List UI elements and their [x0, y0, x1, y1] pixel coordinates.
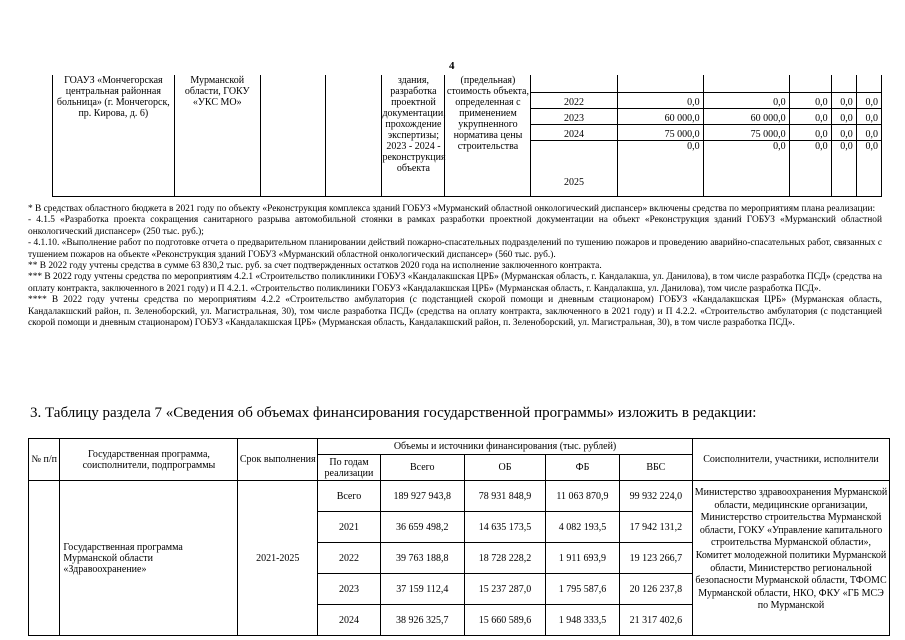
- header-vbs: ВБС: [619, 455, 692, 481]
- header-volumes: Объемы и источники финансирования (тыс. рублей): [318, 439, 693, 455]
- header-term: Срок выполнения: [238, 439, 318, 481]
- footnote: * В средствах областного бюджета в 2021 году по объекту «Реконструкция комплекса зданий ГОБУЗ «Мурманский областной онкологический диспансер» включены средства по мероприятиям плана реализации:: [28, 204, 876, 214]
- region-cell: Мурманской области, ГОКУ «УКС МО»: [174, 75, 260, 197]
- table-row: 2022 0,0 0,0 0,0 0,0 0,0: [53, 92, 882, 108]
- stage-cell: здания, разработка проектной документации, прохождение экспертизы; 2023 - 2024 - реконструкция объекта: [382, 75, 445, 197]
- table-row: 2024 75 000,0 75 000,0 0,0 0,0 0,0: [53, 125, 882, 141]
- footnote: - 4.1.10. «Выполнение работ по подготовке отчета о предварительном планировании действий пожарно-спасательных подразделений по тушению пожаров и проведению аварийно-спасательных работ, связанных с тушением пожаров на объекте «Реконструкция зданий ГОБУЗ «Мурманский областной онкологический диспансер» (560 тыс. руб.).: [28, 238, 882, 260]
- program-name: Государственная программа Мурманской области «Здравоохранение»: [60, 481, 238, 636]
- section-heading: 3. Таблицу раздела 7 «Сведения об объемах финансирования государственной программы» изложить в редакции:: [30, 405, 757, 421]
- org-cell: ГОАУЗ «Мончегорская центральная районная больница» (г. Мончегорск, пр. Кирова, д. 6): [53, 75, 175, 197]
- table-row: 2024 38 926 325,7 15 660 589,6 1 948 333,5 21 317 402,6: [29, 605, 890, 636]
- header-fb: ФБ: [546, 455, 619, 481]
- executors-cell: Министерство здравоохранения Мурманской области, медицинские организации, Министерство строительства Мурманской области, ГОКУ «Управление капитального строительства Мурманской области», Комитет молодежной политики Мурманской области, Министерство региональной безопасности Мурманской области, ТФОМС Мурманской области, НКО, ФКУ «ГБ МСЭ по Мурманской: [693, 481, 890, 636]
- footnote: *** В 2022 году учтены средства по мероприятиям 4.2.1 «Строительство поликлиники ГОБУЗ «Кандалакшская ЦРБ» (Мурманская область, г. Кандалакша, ул. Данилова), в том числе разработка ПСД» (средства на оплату контракта, заключенного в 2021 году) и П 4.2.1. «Строительство поликлиники ГОБУЗ «Кандалакшская ЦРБ» (Мурманская область, г. Кандалакша, ул. Данилова), том числе разработка ПСД».: [28, 272, 882, 294]
- table-row: 2025 0,0 0,0 0,0 0,0 0,0: [53, 141, 882, 197]
- header-total: Всего: [380, 455, 464, 481]
- table-row: 2023 37 159 112,4 15 237 287,0 1 795 587,6 20 126 237,8: [29, 574, 890, 605]
- header-program: Государственная программа, соисполнители, подпрограммы: [60, 439, 238, 481]
- program-financing-table: [28, 438, 890, 636]
- table-row: Государственная программа Мурманской области «Здравоохранение» 2021-2025 Всего 189 927 943,8 78 931 848,9 11 063 870,9 99 932 224,0 Министерство здравоохранения Мурманской области, медицинские организации, Министерство строительства Мурманской области, ГОКУ «Управление капитального строительства Мурманской области», Комитет молодежной политики Мурманской области, Министерство региональной безопасности Мурманской области, ТФОМС Мурманской области, НКО, ФКУ «ГБ МСЭ по Мурманской: [29, 481, 890, 512]
- footnote: **** В 2022 году учтены средства по мероприятиям 4.2.2 «Строительство амбулатория (с подстанцией скорой помощи и дневным стационаром) ГОБУЗ «Кандалакшская ЦРБ» (Мурманская область, Кандалакшский район, п. Зеленоборский, ул. Магистральная, 30), том числе разработка ПСД» (средства на оплату контракта, заключенного в 2021 году) и П 4.2.2. «Строительство амбулатория (с подстанцией скорой помощи и дневным стационаром) ГОБУЗ «Кандалакшская ЦРБ» (Мурманская область, Кандалакшский район, п. Зеленоборский, ул. Магистральная, 30), в том числе разработка ПСД».: [28, 295, 882, 329]
- header-executors: Соисполнители, участники, исполнители: [693, 439, 890, 481]
- table-row: 2022 39 763 188,8 18 728 228,2 1 911 693,9 19 123 266,7: [29, 543, 890, 574]
- footnote: - 4.1.5 «Разработка проекта сокращения санитарного разрыва автомобильной стоянки в рамках разработки проектной документации на объект «Реконструкция зданий ГОБУЗ «Мурманский областной онкологический диспансер» (250 тыс. руб.);: [28, 215, 882, 237]
- page-number: 4: [449, 60, 455, 72]
- program-term: 2021-2025: [238, 481, 318, 636]
- header-ob: ОБ: [464, 455, 546, 481]
- table-row: 2021 36 659 498,2 14 635 173,5 4 082 193,5 17 942 131,2: [29, 512, 890, 543]
- footnotes: [28, 204, 882, 329]
- header-num: № п/п: [29, 439, 60, 481]
- header-years: По годам реализации: [318, 455, 381, 481]
- object-financing-table: [52, 75, 882, 197]
- cost-cell: (предельная) стоимость объекта, определенная с применением укрупненного норматива цены строительства: [445, 75, 531, 197]
- table-row: 2023 60 000,0 60 000,0 0,0 0,0 0,0: [53, 108, 882, 124]
- footnote: ** В 2022 году учтены средства в сумме 63 830,2 тыс. руб. за счет подтвержденных остатков 2020 года на исполнение заключенного контракта.: [28, 261, 602, 272]
